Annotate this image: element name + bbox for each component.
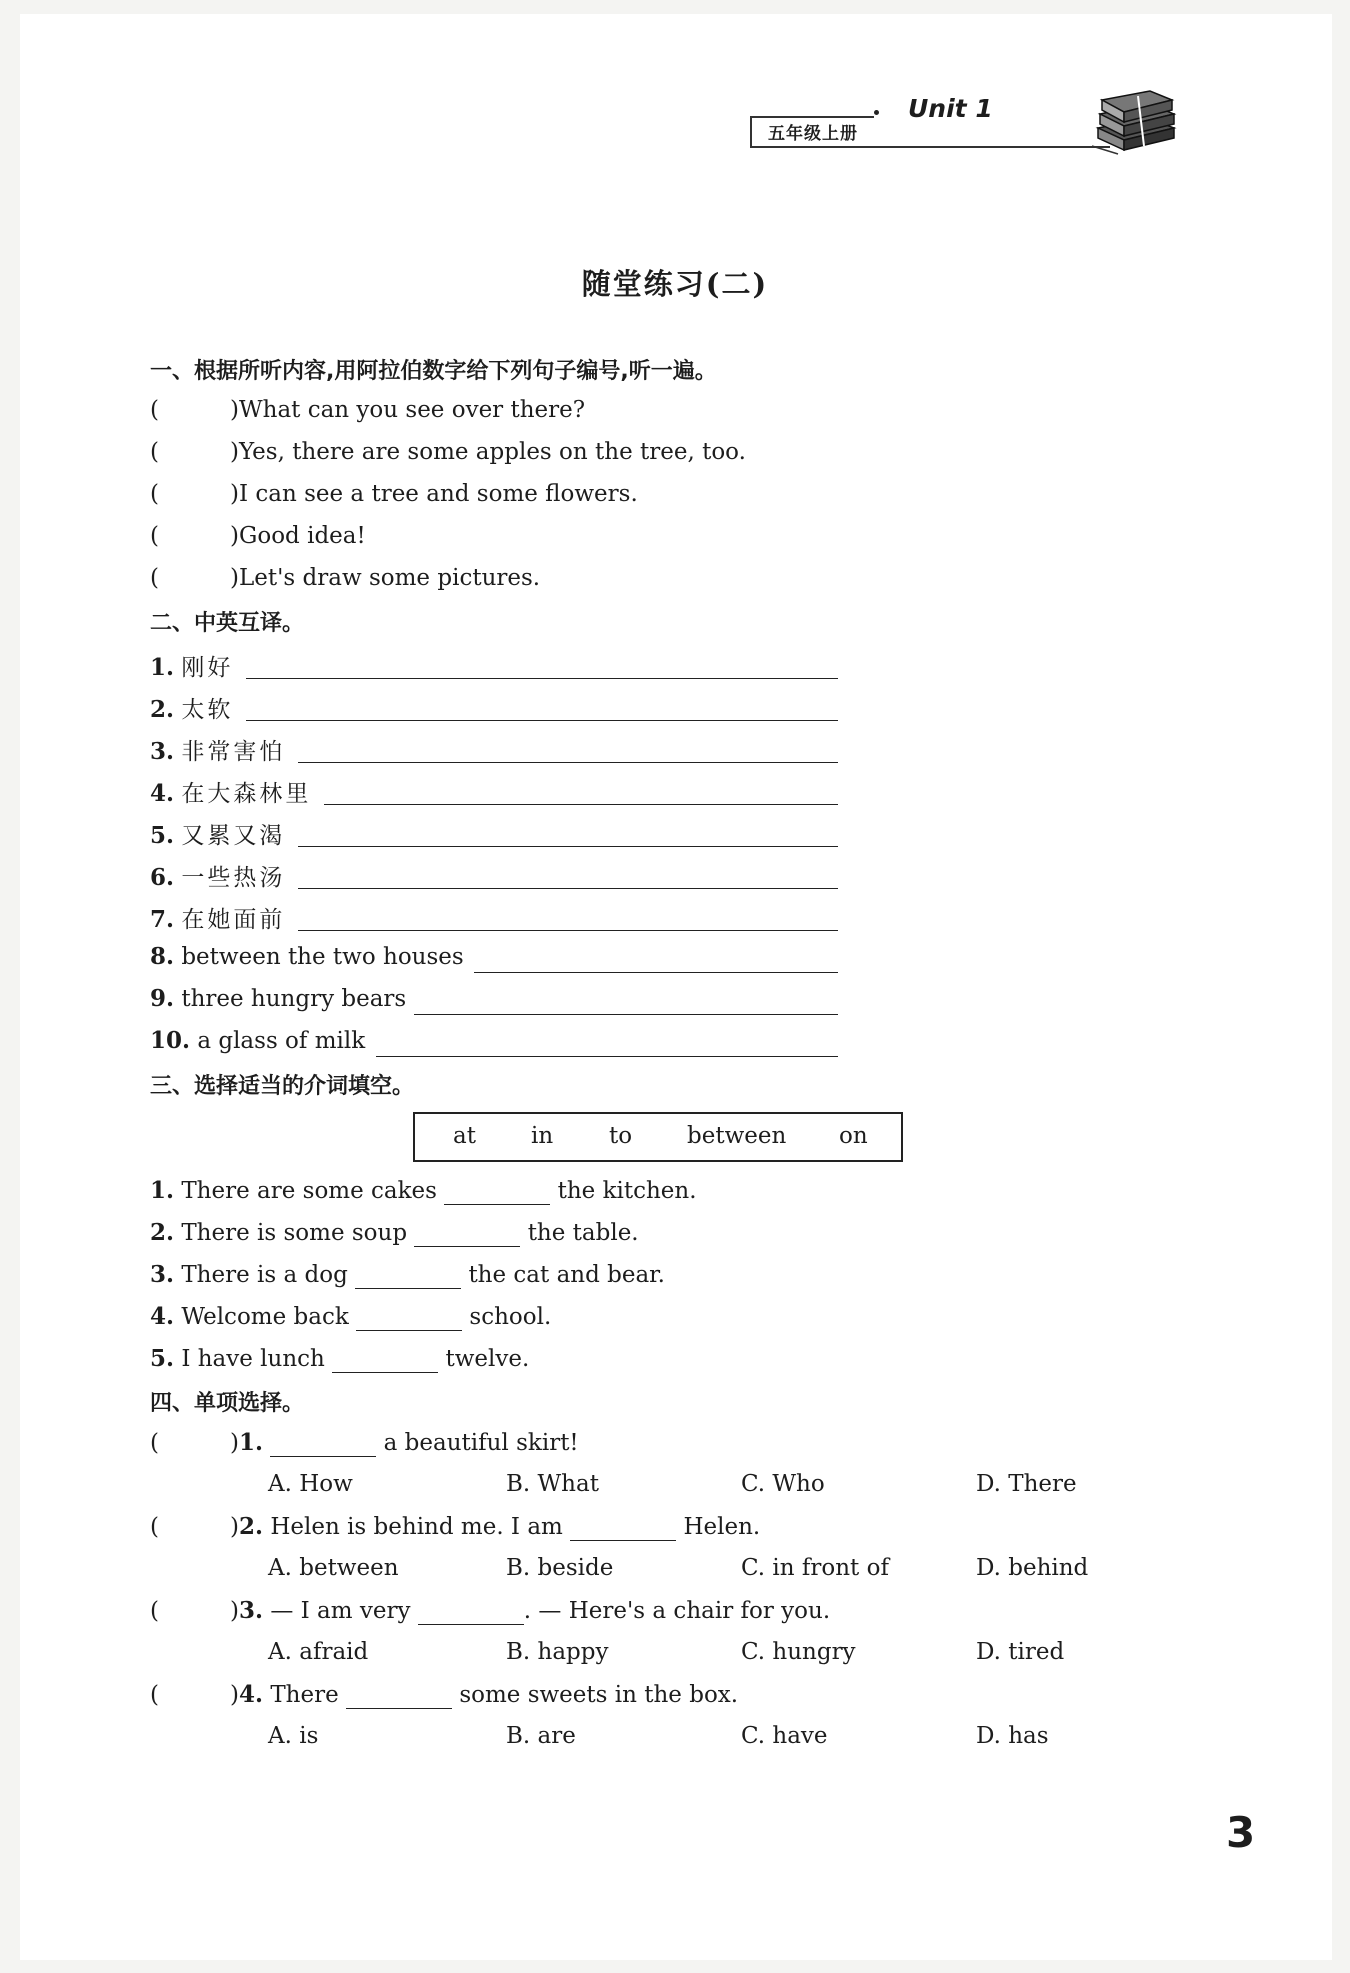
- section-3-heading: 三、选择适当的介词填空。: [150, 1074, 415, 1099]
- listening-item: ( )What can you see over there?: [150, 397, 586, 423]
- answer-line[interactable]: [298, 846, 838, 847]
- translation-item: 4. 在大森林里: [150, 780, 312, 807]
- answer-blank[interactable]: [270, 1430, 376, 1457]
- mc-option[interactable]: C. have: [741, 1723, 828, 1749]
- mc-option[interactable]: A. between: [268, 1555, 399, 1581]
- page-title: 随堂练习(二): [581, 267, 769, 301]
- mc-option[interactable]: B. What: [506, 1471, 599, 1497]
- translation-item: 8. between the two houses: [150, 943, 464, 970]
- header-dot: [874, 110, 879, 115]
- listening-item: ( )Let's draw some pictures.: [150, 565, 541, 591]
- mc-option[interactable]: D. There: [976, 1471, 1077, 1497]
- page-number: 3: [1226, 1808, 1256, 1857]
- answer-blank[interactable]: [444, 1178, 550, 1205]
- mc-question: ( )1. a beautiful skirt!: [150, 1429, 579, 1456]
- translation-item: 3. 非常害怕: [150, 738, 286, 765]
- translation-item: 7. 在她面前: [150, 906, 286, 933]
- mc-option[interactable]: D. behind: [976, 1555, 1089, 1581]
- answer-blank[interactable]: [418, 1598, 524, 1625]
- mc-option[interactable]: B. beside: [506, 1555, 614, 1581]
- grade-label: 五年级上册: [750, 116, 874, 148]
- answer-blank[interactable]: [332, 1346, 438, 1373]
- word-option: on: [839, 1123, 868, 1149]
- fill-blank-item: 5. I have lunch twelve.: [150, 1345, 530, 1372]
- mc-option[interactable]: A. is: [268, 1723, 319, 1749]
- fill-blank-item: 2. There is some soup the table.: [150, 1219, 639, 1246]
- answer-line[interactable]: [298, 888, 838, 889]
- fill-blank-item: 1. There are some cakes the kitchen.: [150, 1177, 697, 1204]
- answer-line[interactable]: [414, 1014, 838, 1015]
- unit-label: Unit 1: [908, 94, 993, 123]
- answer-line[interactable]: [376, 1056, 838, 1057]
- fill-blank-item: 3. There is a dog the cat and bear.: [150, 1261, 665, 1288]
- mc-option[interactable]: B. are: [506, 1723, 576, 1749]
- translation-item: 5. 又累又渴: [150, 822, 286, 849]
- translation-item: 10. a glass of milk: [150, 1027, 366, 1054]
- section-1-heading: 一、根据所听内容,用阿拉伯数字给下列句子编号,听一遍。: [150, 359, 717, 384]
- word-option: at: [453, 1123, 476, 1149]
- translation-item: 6. 一些热汤: [150, 864, 286, 891]
- mc-option[interactable]: A. afraid: [268, 1639, 369, 1665]
- answer-blank[interactable]: [414, 1220, 520, 1247]
- page-header: [750, 88, 1180, 158]
- answer-line[interactable]: [246, 720, 838, 721]
- section-4-heading: 四、单项选择。: [150, 1391, 305, 1416]
- word-option: between: [687, 1123, 787, 1149]
- answer-line[interactable]: [246, 678, 838, 679]
- header-rule: [750, 146, 1110, 148]
- mc-option[interactable]: C. Who: [741, 1471, 825, 1497]
- mc-option[interactable]: D. has: [976, 1723, 1049, 1749]
- answer-line[interactable]: [298, 930, 838, 931]
- answer-line[interactable]: [474, 972, 838, 973]
- word-option: to: [609, 1123, 633, 1149]
- answer-line[interactable]: [324, 804, 838, 805]
- listening-item: ( )Good idea!: [150, 523, 366, 549]
- mc-question: ( )4. There some sweets in the box.: [150, 1681, 739, 1708]
- mc-question: ( )2. Helen is behind me. I am Helen.: [150, 1513, 761, 1540]
- book-stack-icon: [1088, 88, 1178, 158]
- translation-item: 9. three hungry bears: [150, 985, 407, 1012]
- listening-item: ( )I can see a tree and some flowers.: [150, 481, 638, 507]
- answer-blank[interactable]: [570, 1514, 676, 1541]
- fill-blank-item: 4. Welcome back school.: [150, 1303, 552, 1330]
- section-2-heading: 二、中英互译。: [150, 611, 305, 636]
- mc-option[interactable]: C. in front of: [741, 1555, 889, 1581]
- translation-item: 1. 刚好: [150, 654, 234, 681]
- mc-option[interactable]: C. hungry: [741, 1639, 856, 1665]
- answer-blank[interactable]: [346, 1682, 452, 1709]
- mc-question: ( )3. — I am very . — Here's a chair for you.: [150, 1597, 831, 1624]
- listening-item: ( )Yes, there are some apples on the tree, too.: [150, 439, 746, 465]
- mc-option[interactable]: B. happy: [506, 1639, 609, 1665]
- word-bank: [413, 1112, 903, 1162]
- translation-item: 2. 太软: [150, 696, 234, 723]
- answer-line[interactable]: [298, 762, 838, 763]
- mc-option[interactable]: D. tired: [976, 1639, 1065, 1665]
- word-option: in: [531, 1123, 554, 1149]
- answer-blank[interactable]: [356, 1304, 462, 1331]
- answer-blank[interactable]: [355, 1262, 461, 1289]
- mc-option[interactable]: A. How: [268, 1471, 353, 1497]
